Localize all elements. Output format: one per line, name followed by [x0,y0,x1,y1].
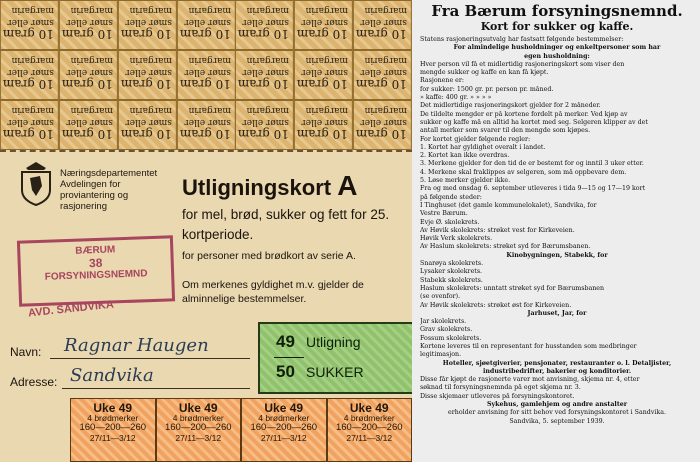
bread-coupon-row [70,398,412,462]
butter-coupon-text: smør eller [242,67,290,77]
butter-coupon [59,100,118,150]
butter-coupon-text: 10 gram [61,77,113,91]
bread-coupon-weights: 160—200—260 [79,422,147,433]
butter-coupon-text: 10 gram [238,77,290,91]
notice-line: Grav skolekrets. [420,326,473,334]
notice-line: Lysaker skolekrets. [420,268,483,276]
butter-coupon-text: smør eller [66,67,113,77]
department-line: rasjonering [60,201,107,212]
notice-line: 2. Kortet kan ikke overdras. [420,152,510,160]
bread-coupon-week: Uke 49 [93,401,133,415]
butter-coupon [118,50,177,100]
department-line: Avdelingen for [60,179,121,190]
butter-coupon [0,50,59,100]
butter-coupon-text: margarin [11,5,54,15]
notice-line: Statens rasjoneringsutvalg har fastsatt følgende bestemmelser: [420,36,624,43]
card-validity: Om merkenes gyldighet m.v. gjelder de alminnelige bestemmelser. [182,279,364,305]
butter-coupon-text: smør eller [7,67,54,77]
butter-coupon-text: 10 gram [2,127,54,141]
bread-coupon-count: 4 brødmerker [87,413,139,423]
notice-line: Snarøya skolekrets. [420,260,484,268]
butter-coupon [59,0,118,50]
bread-coupon [70,398,156,462]
notice-line: Stabekk skolekrets. [420,276,483,284]
bread-coupon-count: 4 brødmerker [172,413,224,423]
butter-coupon-text: smør eller [242,17,290,27]
bread-coupon-week: Uke 49 [178,401,218,415]
office-stamp [17,235,175,306]
card-subtitle: for mel, brød, sukker og fett for 25. kortperiode. [182,207,390,242]
address-value: Sandvika [70,365,154,386]
butter-coupon [235,50,294,100]
butter-coupon-text: 10 gram [355,77,407,91]
sugar-coupon-text: Utligning [306,334,361,350]
butter-coupon-text: margarin [364,55,407,65]
butter-coupon-text: smør eller [7,117,54,127]
bread-coupon [156,398,242,462]
butter-coupon-text: smør eller [242,117,290,127]
butter-coupon [353,0,412,50]
card-title-letter: A [337,170,358,201]
bread-coupon-dates: 27/11—3/12 [175,433,222,443]
butter-coupon-text: smør eller [125,17,172,27]
sugar-coupon [258,322,412,394]
butter-coupon-text: smør eller [66,117,113,127]
butter-coupon-text: 10 gram [2,27,54,41]
notice-line: Evje Ø. skolekrets. [420,218,480,226]
notice-line: Fossum skolekrets. [420,334,482,342]
address-underline [62,388,250,389]
address-label: Adresse: [10,375,58,389]
notice-line: industribedrifter, bakerier og konditorier. [482,367,632,375]
notice-line: Hoteller, sjøetgiverier, pensjonater, restauranter o. l. Detaljister, [442,359,672,367]
butter-coupon-text: 10 gram [120,27,172,41]
notice-line: Fra og med onsdag 6. september utleveres i tida 9—15 og 17—19 kort [420,185,646,193]
notice-line: 4. Merkene skal fraklippes av selgeren, som må oppbevare dem. [420,168,627,176]
card-title [182,170,357,202]
butter-coupon-text: 10 gram [179,127,231,141]
sugar-coupon-number: 50 [276,362,295,381]
bread-coupon-count: 4 brødmerker [343,413,395,423]
notice-line: Disse får kjøpt de rasjonerte varer mot anvisning, skjema nr. 4, etter [420,376,640,384]
butter-coupon-text: smør eller [183,17,231,27]
perforation-line [0,150,412,152]
notice-line: legitimasjon. [420,351,462,359]
butter-coupon-text: margarin [188,5,231,15]
stamp-line: BÆRUM [75,244,116,257]
butter-coupon-text: margarin [11,105,54,115]
sugar-coupon-number: 49 [276,332,295,351]
butter-coupon-text: smør eller [360,17,407,27]
butter-coupon-text: margarin [246,5,290,15]
butter-coupon-text: 10 gram [355,27,407,41]
notice-line: Rasjonene er: [420,77,465,85]
butter-coupon-text: smør eller [360,67,407,77]
butter-coupon [177,100,236,150]
notice-line: For kortet gjelder følgende regler: [420,135,531,143]
butter-coupon-text: smør eller [301,17,349,27]
butter-coupon-text: 10 gram [179,27,231,41]
notice-line: sukker og kaffe må en alltid ha kortet med seg. Selgeren klipper av det [420,118,648,126]
butter-coupon-text: 10 gram [2,77,54,91]
department-line: Næringsdepartementet [60,168,158,179]
notice-line: Høvik Verk skolekrets. [420,235,493,243]
butter-coupon-text: smør eller [125,67,172,77]
butter-coupon [118,0,177,50]
name-label: Navn: [10,345,42,359]
butter-coupon-text: smør eller [66,17,113,27]
notice-line: 5. Løse merker gjelder ikke. [420,177,511,185]
butter-coupon [0,0,59,50]
notice-line: 3. Merkene gjelder for den tid de er bestemt for og inntil 3 uker etter. [420,160,644,168]
notice-line: Av Høvik skolekrets: strøket vest for Kirkeveien. [420,226,575,234]
notice-line: søknad til forsyningsnemnda på eget skjema nr. 3. [420,384,581,392]
butter-coupon-text: smør eller [360,117,407,127]
bread-coupon-dates: 27/11—3/12 [260,433,307,443]
butter-coupon-text: 10 gram [120,77,172,91]
notice-line: Kinobygningen, Stabekk, for [506,251,608,259]
notice-body [420,36,694,426]
butter-coupon-text: 10 gram [61,27,113,41]
newspaper-notice [412,0,700,462]
office-stamp-secondary: AVD. SANDVIKA [27,298,115,320]
butter-coupon-text: 10 gram [297,77,349,91]
notice-line: Vestre Bærum. [420,210,468,218]
notice-line: Av Haslum skolekrets: strøket syd for Bærumsbanen. [420,243,591,251]
butter-coupon [294,50,353,100]
notice-line: for sukker: 1500 gr. pr. person pr. måned. [420,85,554,93]
notice-line: på følgende steder: [420,193,482,201]
notice-line: Sykehus, gamlehjem og andre anstalter [486,401,628,409]
butter-coupon-text: margarin [70,55,113,65]
butter-coupon-text: smør eller [7,17,54,27]
notice-title: Fra Bærum forsyningsnemnd. [431,2,683,20]
butter-coupon-text: margarin [129,5,172,15]
card-serie: for personer med brødkort av serie A. [182,250,356,262]
butter-coupon-text: margarin [364,105,407,115]
bread-coupon [241,398,327,462]
butter-coupon-text: margarin [70,5,113,15]
bread-coupon-dates: 27/11—3/12 [346,433,393,443]
bread-coupon-weights: 160—200—260 [164,422,232,433]
notice-line: Hver person vil få et midlertidig rasjoneringskort som viser den [420,60,625,68]
notice-line: Jar skolekrets. [420,318,467,326]
stamp-number: 38 [88,255,103,271]
notice-line: Det midlertidige rasjoneringskort gjelder for 2 måneder. [420,102,601,110]
butter-coupon-text: margarin [129,55,172,65]
butter-coupon-text: 10 gram [238,27,290,41]
butter-coupon-text: margarin [11,55,54,65]
butter-coupon [177,50,236,100]
butter-coupon-text: margarin [305,105,349,115]
butter-coupon [177,0,236,50]
bread-coupon-week: Uke 49 [349,401,389,415]
butter-coupon-text: margarin [246,105,290,115]
sugar-coupon-text: SUKKER [306,364,364,380]
butter-coupon [0,100,59,150]
coat-of-arms-icon [18,160,54,206]
bread-coupon-weights: 160—200—260 [335,422,403,433]
butter-coupon [235,100,294,150]
butter-coupon-text: 10 gram [120,127,172,141]
sugar-coupon-divider [274,357,304,358]
butter-coupon-text: 10 gram [297,27,349,41]
notice-line: » kaffe: 400 gr. » » » » [420,94,492,102]
name-value: Ragnar Haugen [64,335,209,356]
butter-coupon [294,0,353,50]
butter-coupon-text: 10 gram [61,127,113,141]
coupon-grid [0,0,412,150]
butter-coupon-text: smør eller [301,67,349,77]
department-line: proviantering og [60,190,129,201]
notice-line: Jarhuset, Jar, for [527,309,587,317]
notice-line: Av Høvik skolekrets: strøket øst for Kirkeveien. [420,301,572,309]
notice-line: Disse skjemaer utleveres på forsyningskontoret. [420,392,575,400]
butter-coupon-text: smør eller [125,117,172,127]
butter-coupon-text: margarin [305,55,349,65]
bread-coupon [327,398,413,462]
notice-line: erholder anvisning for sitt behov ved forsyningskontoret i Sandvika. [448,409,666,417]
butter-coupon [353,50,412,100]
bread-coupon-weights: 160—200—260 [250,422,318,433]
butter-coupon [235,0,294,50]
notice-line: (se ovenfor). [420,293,461,301]
butter-coupon-text: 10 gram [297,127,349,141]
stamp-line: FORSYNINGSNEMND [44,268,148,283]
card-title-text: Utligningskort [182,175,332,200]
notice-line: antall merker som svarer til den mengde som kjøpes. [420,127,591,135]
butter-coupon-text: 10 gram [238,127,290,141]
notice-line: I Tinghuset (det gamle kommunelokalet), Sandvika, for [420,201,597,209]
butter-coupon [59,50,118,100]
butter-coupon-text: margarin [305,5,349,15]
notice-subtitle: Kort for sukker og kaffe. [480,20,634,33]
bread-coupon-week: Uke 49 [264,401,304,415]
butter-coupon-text: 10 gram [355,127,407,141]
butter-coupon-text: smør eller [183,67,231,77]
butter-coupon-text: margarin [246,55,290,65]
butter-coupon-text: margarin [364,5,407,15]
bread-coupon-count: 4 brødmerker [258,413,310,423]
butter-coupon-text: smør eller [301,117,349,127]
department-block [60,168,180,212]
notice-line: For almindelige husholdninger og enkeltpersoner som har [453,44,661,52]
butter-coupon-text: 10 gram [179,77,231,91]
notice-line: De tildelte mengder er på kortene fordelt på merker. Ved kjøp av [420,110,628,118]
name-underline [50,358,250,359]
butter-coupon [118,100,177,150]
notice-line: egen husholdning: [524,52,590,60]
bread-coupon-dates: 27/11—3/12 [89,433,136,443]
butter-coupon-text: margarin [188,55,231,65]
butter-coupon [294,100,353,150]
notice-line: Haslum skolekrets: unntatt strøket syd for Bærumsbanen [420,284,605,292]
notice-line: mengde sukker og kaffe en kan få kjøpt. [420,69,549,77]
notice-line: Sandvika, 5. september 1939. [509,417,605,425]
notice-line: Kortene leveres til en representant for husstanden som medbringer [420,342,637,350]
butter-coupon-text: margarin [188,105,231,115]
butter-coupon-text: margarin [129,105,172,115]
butter-coupon-text: margarin [70,105,113,115]
butter-coupon-text: smør eller [183,117,231,127]
butter-coupon [353,100,412,150]
notice-line: 1. Kortet har gyldighet overalt i landet. [420,143,546,151]
